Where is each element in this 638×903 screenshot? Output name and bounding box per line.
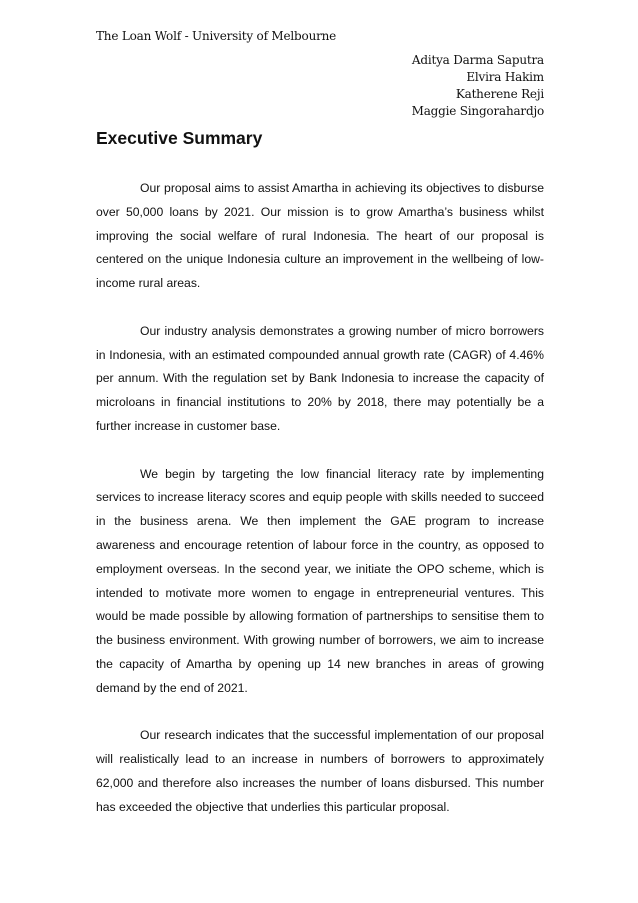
paragraph: Our industry analysis demonstrates a growing number of micro borrowers in Indonesia, with an estimated compounded annual growth rate (CAGR) of 4.46% per annum. With the regulation set by Bank Indonesia to increase the capacity of microloans in financial institutions to 20% by 2018, there may potentially be a further increase in customer base. (96, 323, 544, 433)
paragraph: Our research indicates that the successful implementation of our proposal will realistically lead to an increase in numbers of borrowers to approximately 62,000 and therefore also increases the number of loans disbursed. This number has exceeded the objective that underlies this particular proposal. (96, 728, 544, 814)
author-name: Elvira Hakim (466, 70, 544, 84)
author-name: Aditya Darma Saputra (411, 53, 544, 67)
section-body (96, 177, 544, 843)
section-title: Executive Summary (96, 128, 263, 148)
author-name: Maggie Singorahardjo (411, 104, 544, 118)
paragraph: Our proposal aims to assist Amartha in achieving its objectives to disburse over 50,000 loans by 2021. Our mission is to grow Amartha’s business whilst improving the social welfare of rural Indonesia. The heart of our proposal is centered on the unique Indonesia culture an improvement in the wellbeing of low-income rural areas. (96, 181, 544, 291)
running-header: The Loan Wolf - University of Melbourne (96, 29, 337, 43)
paragraph: We begin by targeting the low financial literacy rate by implementing services to increase literacy scores and equip people with skills needed to succeed in the business arena. We then implement the GAE program to increase awareness and encourage retention of labour force in the country, as opposed to employment overseas. In the second year, we initiate the OPO scheme, which is intended to motivate more women to engage in entrepreneurial ventures. This would be made possible by allowing formation of partnerships to sensitise them to the business environment. With growing number of borrowers, we aim to increase the capacity of Amartha by opening up 14 new branches in areas of growing demand by the end of 2021. (96, 466, 544, 695)
author-name: Katherene Reji (455, 87, 544, 101)
author-list (412, 52, 544, 120)
